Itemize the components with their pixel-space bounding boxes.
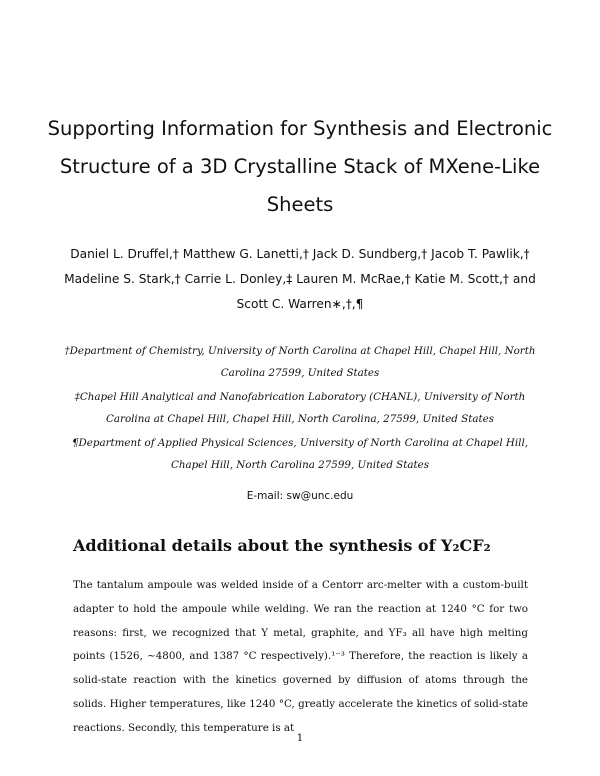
author-line-1: Daniel L. Druffel,† Matthew G. Lanetti,† Jack D. Sundberg,† Jacob T. Pawlik,† xyxy=(70,247,530,261)
author-list xyxy=(55,242,545,317)
affiliation-applied-physics: ¶Department of Applied Physical Sciences, University of North Carolina at Chapel Hill, Chapel Hill, North Carolina 27599, United States xyxy=(71,437,529,471)
author-line-2: Madeline S. Stark,† Carrie L. Donley,‡ Lauren M. McRae,† Katie M. Scott,† and xyxy=(64,272,536,286)
affiliation-chanl: ‡Chapel Hill Analytical and Nanofabrication Laboratory (CHANL), University of North Carolina at Chapel Hill, Chapel Hill, North Carolina, 27599, United States xyxy=(74,391,526,425)
body-paragraph: The tantalum ampoule was welded inside of a Centorr arc-melter with a custom-built adapter to hold the ampoule while welding. We ran the reaction at 1240 °C for two reasons: first, we recognized that Y metal, graphite, and YF₃ all have high melting points (1526, ∼4800, and 1387 °C respectively).¹⁻³ Therefore, the reaction is likely a solid-state reaction with the kinetics governed by diffusion of atoms through the solids. Higher temperatures, like 1240 °C, greatly accelerate the kinetics of solid-state reactions. Secondly, this temperature is at xyxy=(73,579,528,734)
affiliations xyxy=(60,340,540,478)
author-line-3: Scott C. Warren∗,†,¶ xyxy=(236,297,364,311)
affiliation-chemistry: †Department of Chemistry, University of North Carolina at Chapel Hill, Chapel Hill, North Carolina 27599, United States xyxy=(64,345,536,379)
contact-email: E-mail: sw@unc.edu xyxy=(246,490,354,502)
page-number: 1 xyxy=(296,732,304,744)
paper-title: Supporting Information for Synthesis and Electronic Structure of a 3D Crystalline Stack of MXene-Like Sheets xyxy=(47,117,553,216)
section-heading: Additional details about the synthesis of Y₂CF₂ xyxy=(73,536,491,555)
